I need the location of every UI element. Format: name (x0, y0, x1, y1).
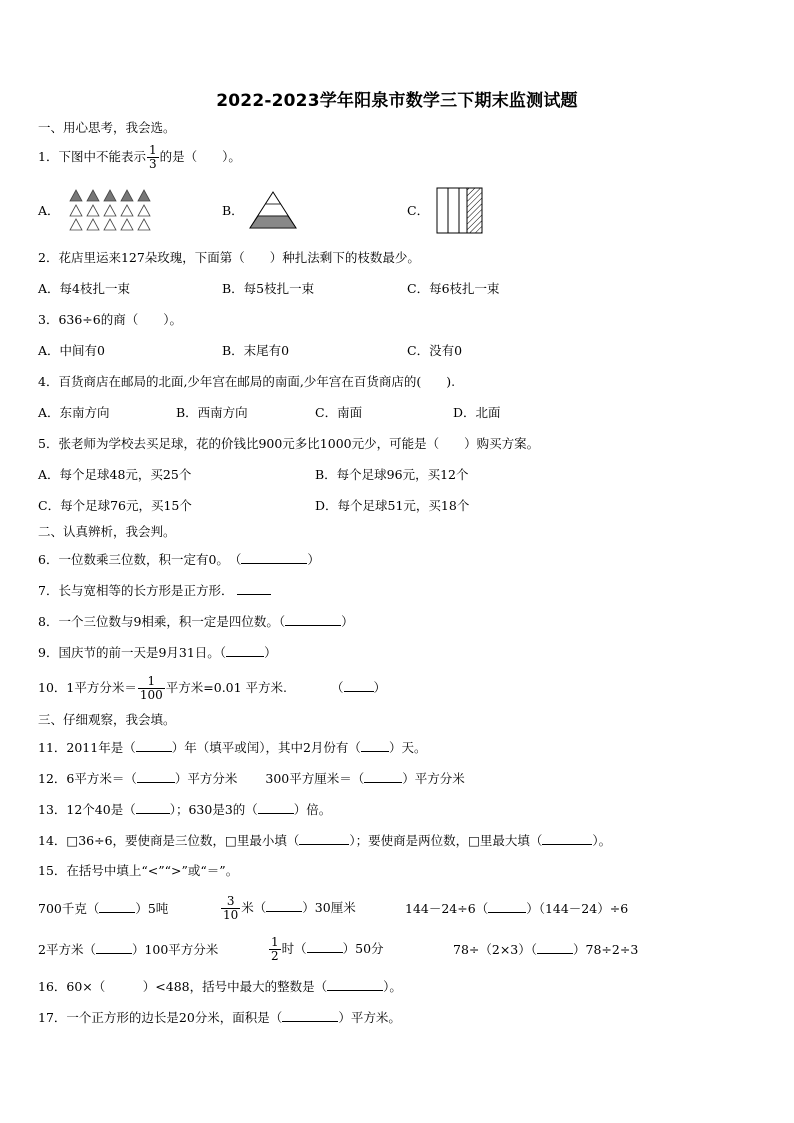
q15-row1-item1: 700千克（ ）5吨 (38, 901, 169, 916)
q5-option-a[interactable]: A．每个足球48元，买25个 (38, 467, 192, 482)
q15-row2-item2: $\frac{1}{2}$ 时（ ）50分 (271, 935, 384, 963)
q3-option-c[interactable]: C．没有0 (407, 343, 463, 358)
q15-row1-item2: $\frac{3}{10}$ 米（ ）30厘米 (223, 894, 356, 922)
question-9: 9．国庆节的前一天是9月31日。（ ） (38, 645, 277, 660)
question-12: 12．6平方米＝（ ）平方分米 300平方厘米＝（ ）平方分米 (38, 771, 465, 786)
q4-option-a[interactable]: A．东南方向 (38, 405, 110, 420)
q12-answer-blank-1[interactable] (137, 770, 175, 783)
q3-option-b[interactable]: B．末尾有0 (222, 343, 290, 358)
q1-option-a-triangles-figure (68, 188, 156, 232)
fraction-three-tenths: $\frac{3}{10}$ (223, 894, 239, 922)
q4-option-c[interactable]: C．南面 (315, 405, 363, 420)
q15-blank-5[interactable] (307, 940, 343, 953)
q10-answer-blank[interactable] (344, 679, 374, 692)
q12-answer-blank-2[interactable] (364, 770, 402, 783)
fraction-one-third: $\frac{1}{3}$ (148, 143, 157, 171)
question-1-text: 1．下图中不能表示 (38, 149, 146, 164)
q1-option-a-label[interactable]: A． (38, 203, 60, 218)
question-7: 7．长与宽相等的长方形是正方形． (38, 582, 271, 599)
q5-option-b[interactable]: B．每个足球96元，买12个 (315, 467, 469, 482)
q1-option-c-rectangle-figure (436, 187, 484, 235)
question-1-tail: 的是（ ）。 (159, 149, 241, 164)
q15-blank-6[interactable] (537, 941, 573, 954)
q1-option-b-label[interactable]: B． (222, 203, 244, 218)
q16-answer-blank[interactable] (327, 978, 383, 991)
q15-blank-1[interactable] (99, 900, 135, 913)
question-15: 15．在括号中填上“<”“>”或“＝”。 (38, 863, 239, 878)
q15-row2-item1: 2平方米（ ）100平方分米 (38, 942, 219, 957)
q4-option-d[interactable]: D．北面 (453, 405, 501, 420)
question-6: 6．一位数乘三位数，积一定有0。 （ ） (38, 552, 320, 567)
q13-answer-blank-2[interactable] (258, 801, 294, 814)
q5-option-d[interactable]: D．每个足球51元，买18个 (315, 498, 470, 513)
q15-blank-4[interactable] (96, 941, 132, 954)
question-17: 17．一个正方形的边长是20分米，面积是（ ）平方米。 (38, 1010, 401, 1025)
q5-option-c[interactable]: C．每个足球76元，买15个 (38, 498, 192, 513)
question-14: 14．□36÷6，要使商是三位数，□里最小填（ ）；要使商是两位数，□里最大填（ ）。 (38, 833, 612, 848)
question-4: 4．百货商店在邮局的北面,少年宫在邮局的南面,少年宫在百货商店的( ). (38, 374, 456, 389)
q15-row2-item3: 78÷（2×3）（ ）78÷2÷3 (453, 942, 639, 957)
question-8: 8．一个三位数与9相乘，积一定是四位数。（ ） (38, 614, 354, 629)
q14-answer-blank-1[interactable] (299, 832, 349, 845)
q8-answer-blank[interactable] (285, 613, 341, 626)
q3-option-a[interactable]: A．中间有0 (38, 343, 105, 358)
q1-option-b-triangle-figure (248, 190, 298, 230)
q2-option-c[interactable]: C．每6枝扎一束 (407, 281, 500, 296)
q1-option-c-label[interactable]: C． (407, 203, 430, 218)
fraction-one-hundredth: $\frac{1}{100}$ (139, 674, 163, 702)
question-10: 10．1平方分米＝ $\frac{1}{100}$ 平方米=0.01 平方米. （ ） (38, 674, 387, 702)
question-2: 2．花店里运来127朵玫瑰，下面第（ ）种扎法剩下的枝数最少。 (38, 250, 420, 265)
q9-answer-blank[interactable] (226, 644, 264, 657)
q15-blank-2[interactable] (266, 899, 302, 912)
q11-answer-blank-year[interactable] (136, 739, 172, 752)
question-3: 3．636÷6的商（ ）。 (38, 312, 182, 327)
q17-answer-blank[interactable] (282, 1009, 338, 1022)
q7-answer-blank[interactable] (237, 582, 271, 595)
q13-answer-blank-1[interactable] (136, 801, 170, 814)
q2-option-b[interactable]: B．每5枝扎一束 (222, 281, 315, 296)
question-16: 16．60×（ ）<488，括号中最大的整数是（ ）。 (38, 979, 402, 994)
q6-answer-blank[interactable] (241, 551, 307, 564)
question-5: 5．张老师为学校去买足球，花的价钱比900元多比1000元少，可能是（ ）购买方案。 (38, 436, 540, 451)
question-13: 13．12个40是（ ）；630是3的（ ）倍。 (38, 802, 332, 817)
q11-answer-blank-days[interactable] (361, 739, 389, 752)
fraction-one-half: $\frac{1}{2}$ (271, 935, 279, 963)
q4-option-b[interactable]: B．西南方向 (176, 405, 248, 420)
q14-answer-blank-2[interactable] (542, 832, 592, 845)
q15-blank-3[interactable] (488, 900, 526, 913)
q15-row1-item3: 144－24÷6（ ）（144－24）÷6 (405, 901, 629, 916)
page-title: 2022-2023学年阳泉市数学三下期末监测试题 (216, 91, 578, 111)
section-1-heading: 一、用心思考，我会选。 (38, 120, 176, 135)
q2-option-a[interactable]: A．每4枝扎一束 (38, 281, 130, 296)
question-1 (38, 144, 241, 171)
section-3-heading: 三、仔细观察，我会填。 (38, 712, 176, 727)
question-11: 11．2011年是（ ）年（填平或闰），其中2月份有（ ）天。 (38, 740, 427, 755)
section-2-heading: 二、认真辨析，我会判。 (38, 524, 176, 539)
